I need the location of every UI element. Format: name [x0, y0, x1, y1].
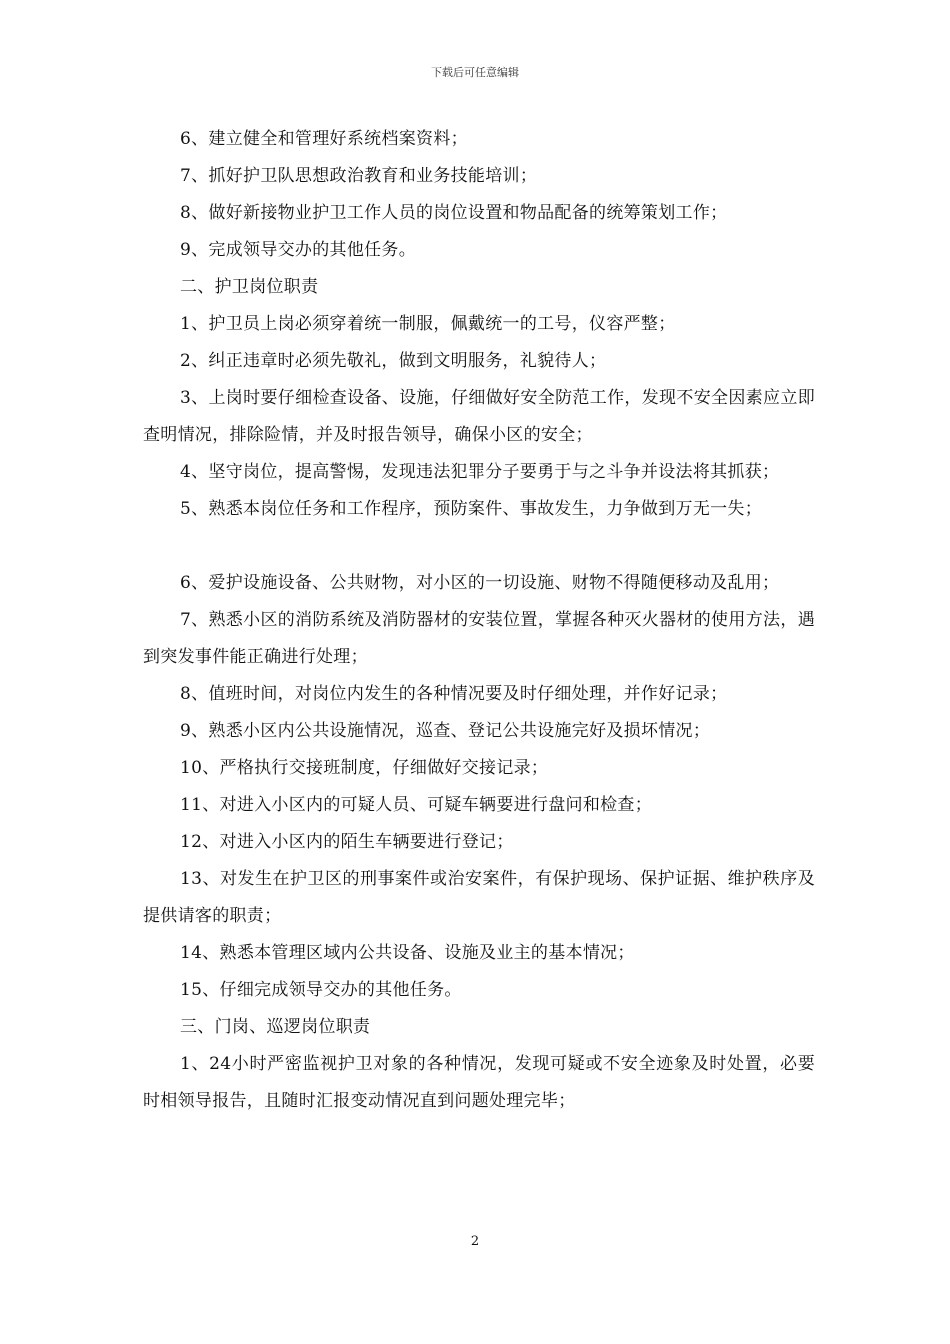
paragraph: 8、值班时间，对岗位内发生的各种情况要及时仔细处理，并作好记录； — [180, 684, 728, 704]
paragraph: 11、对进入小区内的可疑人员、可疑车辆要进行盘问和检查； — [180, 795, 653, 815]
paragraph: 9、熟悉小区内公共设施情况，巡查、登记公共设施完好及损坏情况； — [180, 721, 711, 741]
paragraph: 1、护卫员上岗必须穿着统一制服，佩戴统一的工号，仪容严整； — [180, 314, 676, 334]
document-body — [143, 121, 815, 1120]
paragraph: 9、完成领导交办的其他任务。 — [180, 240, 417, 260]
page-header: 下载后可任意编辑 — [431, 66, 519, 79]
paragraph: 1、24小时严密监视护卫对象的各种情况，发现可疑或不安全迹象及时处置，必要时相领导报告，且随时汇报变动情况直到问题处理完毕； — [143, 1054, 815, 1111]
paragraph: 14、熟悉本管理区域内公共设备、设施及业主的基本情况； — [180, 943, 635, 963]
paragraph: 4、坚守岗位，提高警惕，发现违法犯罪分子要勇于与之斗争并设法将其抓获； — [180, 462, 780, 482]
paragraph: 7、抓好护卫队思想政治教育和业务技能培训； — [180, 166, 538, 186]
paragraph: 6、爱护设施设备、公共财物，对小区的一切设施、财物不得随便移动及乱用； — [180, 573, 780, 593]
paragraph: 10、严格执行交接班制度，仔细做好交接记录； — [180, 758, 549, 778]
paragraph: 2、纠正违章时必须先敬礼，做到文明服务，礼貌待人； — [180, 351, 607, 371]
paragraph: 15、仔细完成领导交办的其他任务。 — [180, 980, 462, 1000]
page-number: 2 — [470, 1234, 480, 1249]
paragraph: 3、上岗时要仔细检查设备、设施，仔细做好安全防范工作，发现不安全因素应立即查明情况，排除险情，并及时报告领导，确保小区的安全； — [143, 388, 815, 445]
paragraph: 12、对进入小区内的陌生车辆要进行登记； — [180, 832, 514, 852]
paragraph: 7、熟悉小区的消防系统及消防器材的安装位置，掌握各种灭火器材的使用方法，遇到突发事件能正确进行处理； — [143, 610, 815, 667]
paragraph: 8、做好新接物业护卫工作人员的岗位设置和物品配备的统筹策划工作； — [180, 203, 728, 223]
paragraph: 13、对发生在护卫区的刑事案件或治安案件，有保护现场、保护证据、维护秩序及提供请客的职责； — [143, 869, 815, 926]
section-heading: 二、护卫岗位职责 — [180, 277, 319, 297]
paragraph: 6、建立健全和管理好系统档案资料； — [180, 129, 468, 149]
section-heading: 三、门岗、巡逻岗位职责 — [180, 1017, 371, 1037]
paragraph: 5、熟悉本岗位任务和工作程序，预防案件、事故发生，力争做到万无一失； — [180, 499, 763, 519]
